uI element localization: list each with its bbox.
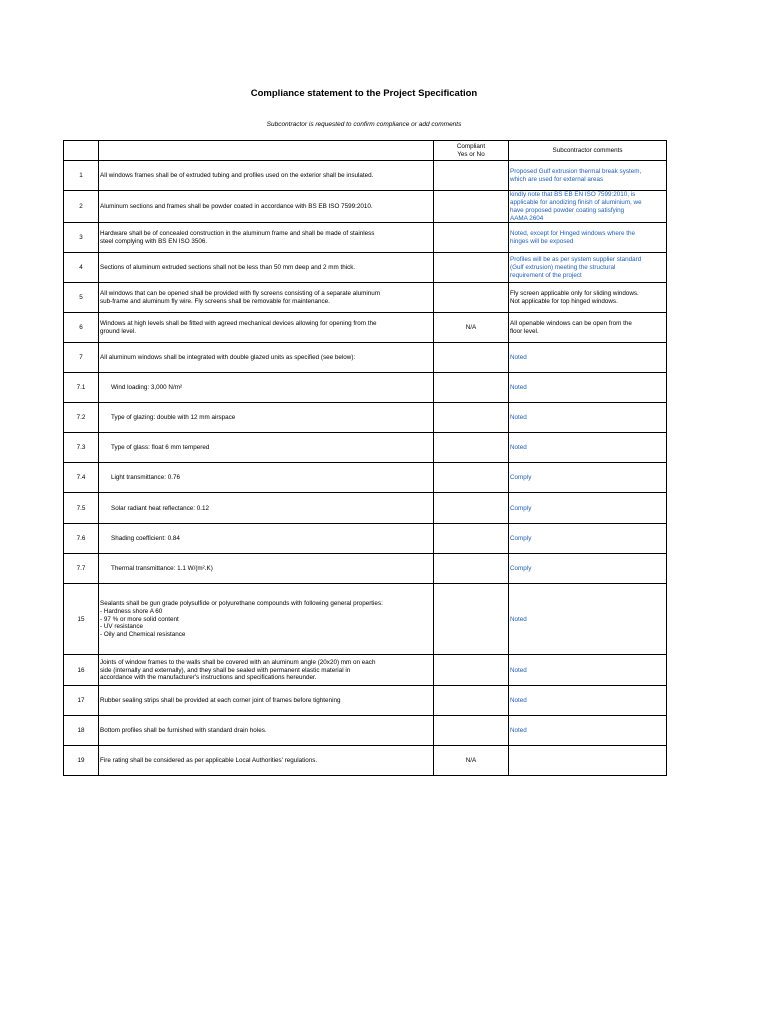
row-requirement	[99, 686, 434, 716]
row-number: 6	[64, 313, 99, 343]
requirement-line: All windows frames shall be of extruded tubing and profiles used on the exterior shall be insulated.	[100, 171, 374, 179]
comment-line: Not applicable for top hinged windows.	[510, 297, 618, 305]
row-number: 5	[64, 283, 99, 313]
comment-line: kindly note that BS EB EN ISO 7599:2010, is	[510, 191, 636, 198]
table-row	[64, 313, 667, 343]
row-comment	[509, 716, 667, 746]
comment-line: Noted	[510, 727, 527, 734]
requirement-line: Rubber sealing strips shall be provided at each corner joint of frames before tightening	[100, 697, 341, 704]
comment-line: Noted	[510, 444, 527, 451]
requirement-line: All windows that can be opened shall be provided with fly screens consisting of a separate aluminum	[100, 290, 381, 298]
document-subtitle: Subcontractor is requested to confirm compliance or add comments	[266, 121, 462, 128]
comment-line: which are used for external areas	[510, 175, 604, 183]
row-comment	[509, 554, 667, 584]
row-number: 3	[64, 223, 99, 253]
requirement-line: ground level.	[100, 327, 137, 335]
row-comment	[509, 403, 667, 433]
row-number: 7.6	[64, 524, 99, 554]
row-comment	[509, 313, 667, 343]
comment-line: (Gulf extrusion) meeting the structural	[510, 264, 616, 271]
table-row	[64, 223, 667, 253]
comment-line: applicable for anodizing finish of aluminium, we	[510, 198, 642, 206]
table-row	[64, 433, 667, 463]
row-number: 4	[64, 253, 99, 283]
row-compliant: N/A	[434, 313, 509, 343]
row-compliant	[434, 403, 509, 433]
row-comment	[509, 253, 667, 283]
row-number: 16	[64, 655, 99, 686]
requirement-line: Windows at high levels shall be fitted with agreed mechanical devices allowing for opening from the	[100, 320, 377, 328]
table-row	[64, 524, 667, 554]
row-comment	[509, 433, 667, 463]
table-header-row	[64, 141, 667, 161]
compliance-table	[63, 140, 667, 776]
row-requirement	[99, 584, 434, 655]
comment-line: requirement of the project	[510, 271, 582, 279]
comment-line: Comply	[510, 535, 532, 542]
row-number: 7.3	[64, 433, 99, 463]
row-requirement	[99, 746, 434, 776]
header-compliant	[434, 141, 509, 161]
row-number: 19	[64, 746, 99, 776]
row-requirement	[99, 373, 434, 403]
row-comment	[509, 686, 667, 716]
comment-line: Profiles will be as per system supplier standard	[510, 256, 642, 264]
row-requirement	[99, 716, 434, 746]
requirement-line: sub-frame and aluminum fly wire. Fly screens shall be removable for maintenance.	[100, 297, 330, 305]
row-comment	[509, 463, 667, 493]
table-row	[64, 343, 667, 373]
comment-line: Noted	[510, 384, 527, 391]
table-row	[64, 373, 667, 403]
row-compliant	[434, 493, 509, 524]
comment-line: Comply	[510, 565, 532, 572]
row-comment	[509, 584, 667, 655]
requirement-line: Light transmittance: 0.76	[111, 474, 180, 481]
row-compliant	[434, 433, 509, 463]
row-compliant	[434, 343, 509, 373]
requirement-line: side (internally and externally), and they shall be sealed with permanent elastic material in	[100, 666, 351, 674]
row-compliant	[434, 554, 509, 584]
table-row	[64, 746, 667, 776]
row-requirement	[99, 493, 434, 524]
requirement-line: Joints of window frames to the walls shall be covered with an aluminum angle (20x20) mm on each	[100, 658, 376, 666]
requirement-line: - 97 % or more solid content	[100, 615, 179, 623]
comment-line: have proposed powder coating satisfying	[510, 206, 625, 214]
table-row	[64, 686, 667, 716]
table-row	[64, 655, 667, 686]
comment-line: Noted	[510, 697, 527, 704]
requirement-line: - UV resistance	[100, 623, 144, 631]
row-compliant	[434, 655, 509, 686]
requirement-line: All aluminum windows shall be integrated with double glazed units as specified (see below):	[100, 354, 356, 361]
row-comment	[509, 191, 667, 223]
row-requirement	[99, 223, 434, 253]
row-number: 7.4	[64, 463, 99, 493]
row-requirement	[99, 655, 434, 686]
row-requirement	[99, 253, 434, 283]
table-row	[64, 584, 667, 655]
row-compliant	[434, 161, 509, 191]
row-requirement	[99, 313, 434, 343]
row-compliant	[434, 524, 509, 554]
comment-line: Proposed Gulf extrusion thermal break system,	[510, 167, 642, 175]
comment-line: Noted	[510, 615, 527, 623]
comment-line: All openable windows can be open from the	[510, 320, 632, 328]
comment-line: floor level.	[510, 327, 539, 335]
requirement-line: Type of glazing: double with 12 mm airspace	[111, 414, 236, 421]
row-compliant	[434, 584, 509, 655]
row-compliant	[434, 686, 509, 716]
requirement-line: Aluminum sections and frames shall be powder coated in accordance with BS EB ISO 7599:2010.	[100, 202, 373, 210]
requirement-line: Shading coefficient: 0.84	[111, 535, 180, 542]
requirement-line: Type of glass: float 6 mm tempered	[111, 444, 210, 451]
row-number: 7.5	[64, 493, 99, 524]
requirement-line: steel complying with BS EN ISO 3506.	[100, 237, 208, 245]
row-requirement	[99, 161, 434, 191]
requirement-line: Sealants shall be gun grade polysulfide or polyurethane compounds with following general properties:	[100, 599, 383, 607]
row-number: 2	[64, 191, 99, 223]
row-number: 7.1	[64, 373, 99, 403]
row-requirement	[99, 463, 434, 493]
row-comment	[509, 161, 667, 191]
header-compliant-line: Yes or No	[457, 150, 485, 158]
row-compliant: N/A	[434, 746, 509, 776]
row-number: 7	[64, 343, 99, 373]
table-row	[64, 283, 667, 313]
row-compliant	[434, 253, 509, 283]
requirement-line: - Oily and Chemical resistance	[100, 631, 186, 639]
table-row	[64, 191, 667, 223]
requirement-line: - Hardness shore A 60	[100, 607, 163, 615]
row-number: 1	[64, 161, 99, 191]
row-comment	[509, 746, 667, 776]
comment-line: Noted	[510, 414, 527, 421]
requirement-line: Fire rating shall be considered as per applicable Local Authorities' regulations.	[100, 757, 318, 764]
requirement-line: Bottom profiles shall be furnished with standard drain holes.	[100, 727, 267, 734]
row-number: 17	[64, 686, 99, 716]
requirement-line: Wind loading: 3,000 N/m²	[111, 384, 183, 391]
row-requirement	[99, 433, 434, 463]
row-requirement	[99, 343, 434, 373]
table-row	[64, 403, 667, 433]
document-title: Compliance statement to the Project Specification	[250, 88, 478, 99]
requirement-line: Thermal transmittance: 1.1 W/(m².K)	[111, 565, 213, 572]
table-row	[64, 493, 667, 524]
row-comment	[509, 223, 667, 253]
header-number	[64, 141, 99, 161]
row-comment	[509, 655, 667, 686]
row-comment	[509, 283, 667, 313]
row-compliant	[434, 463, 509, 493]
row-requirement	[99, 524, 434, 554]
row-comment	[509, 343, 667, 373]
table-row	[64, 463, 667, 493]
requirement-line: Solar radiant heat reflectance: 0.12	[111, 504, 210, 512]
comment-line: Noted	[510, 354, 527, 361]
row-number: 18	[64, 716, 99, 746]
row-comment	[509, 373, 667, 403]
row-requirement	[99, 191, 434, 223]
row-compliant	[434, 283, 509, 313]
row-comment	[509, 524, 667, 554]
comment-line: AAMA 2604	[510, 214, 544, 222]
comment-line: Noted, except for Hinged windows where the	[510, 230, 635, 238]
comment-line: Comply	[510, 474, 532, 481]
row-compliant	[434, 716, 509, 746]
table-row	[64, 253, 667, 283]
requirement-line: Sections of aluminum extruded sections shall not be less than 50 mm deep and 2 mm thick.	[100, 264, 356, 271]
requirement-line: accordance with the manufacturer's instructions and specifications hereunder.	[100, 674, 317, 682]
requirement-line: Hardware shall be of concealed construction in the aluminum frame and shall be made of stainless	[100, 230, 375, 238]
header-comments: Subcontractor comments	[509, 141, 667, 161]
row-requirement	[99, 403, 434, 433]
comment-line: Comply	[510, 504, 532, 512]
table-row	[64, 554, 667, 584]
row-requirement	[99, 554, 434, 584]
table-row	[64, 716, 667, 746]
row-compliant	[434, 191, 509, 223]
row-number: 7.7	[64, 554, 99, 584]
row-number: 15	[64, 584, 99, 655]
header-compliant-line: Compliant	[456, 142, 486, 150]
header-requirement	[99, 141, 434, 161]
row-comment	[509, 493, 667, 524]
comment-line: hinges will be exposed	[510, 237, 574, 245]
row-compliant	[434, 223, 509, 253]
row-requirement	[99, 283, 434, 313]
table-row	[64, 161, 667, 191]
row-number: 7.2	[64, 403, 99, 433]
comment-line: Noted	[510, 666, 527, 674]
comment-line: Fly screen applicable only for sliding windows.	[510, 290, 639, 298]
row-compliant	[434, 373, 509, 403]
